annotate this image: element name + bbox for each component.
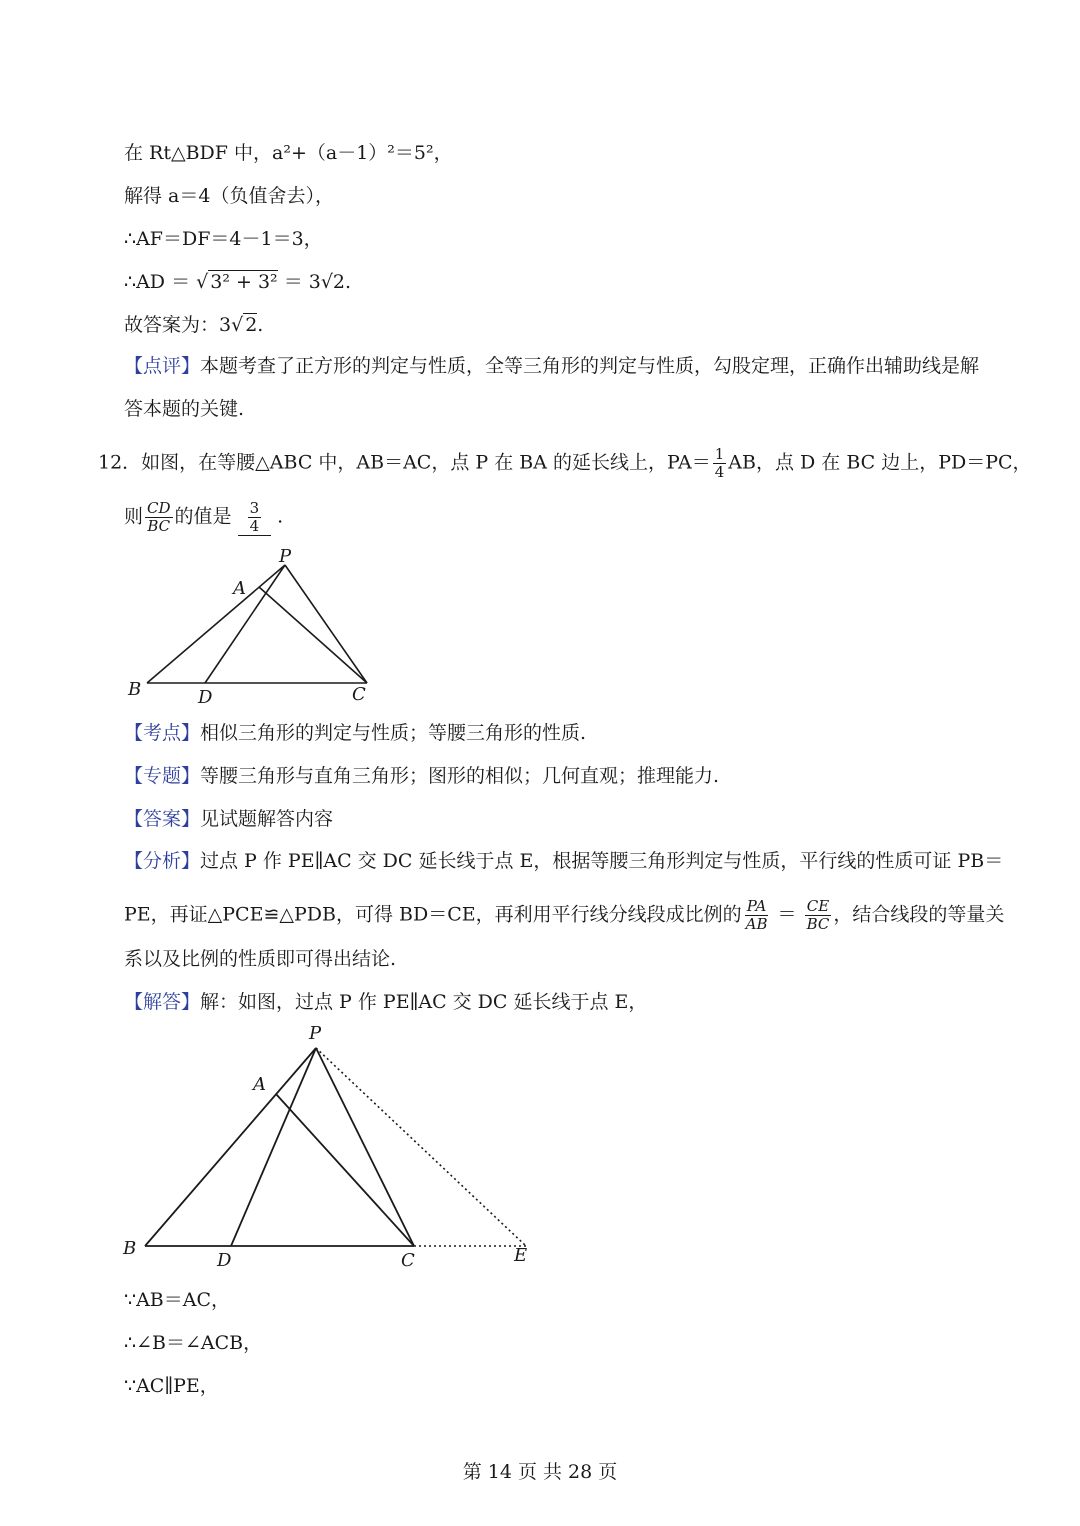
fig1-segment-pc (285, 565, 367, 683)
q12-answer-blank (238, 500, 272, 536)
q12-cd-bc-frac (145, 500, 173, 535)
line4-root: 3² + 3² (210, 271, 278, 293)
fig2-segment-pc (316, 1048, 414, 1246)
fenxi-frac1-num: PA (746, 897, 767, 915)
fig2-label-e: E (514, 1245, 528, 1266)
q12-line2-mid: 的值是 (174, 505, 238, 528)
answer-prefix: 故答案为：3 (124, 314, 232, 336)
q12-answer-frac (248, 500, 262, 535)
q12-line2-end: . (271, 505, 284, 528)
jieda-tag: 【解答】 (124, 991, 201, 1013)
fenxi-eq: ＝ (771, 903, 803, 926)
fenxi-frac2-den: BC (806, 915, 830, 933)
fig1-label-p: P (279, 546, 292, 567)
fenxi-frac-ce-bc (805, 898, 832, 933)
fenxi-line-2 (124, 898, 1004, 933)
review-line-2: 答本题的关键. (124, 398, 245, 420)
zhuanti-line (124, 763, 719, 789)
fig2-segment-pe (316, 1048, 526, 1246)
fig2-segment-ac (276, 1094, 414, 1246)
fenxi-line-1 (124, 848, 1003, 874)
step-2: ∴∠B＝∠ACB， (124, 1332, 263, 1354)
fig1-label-c: C (352, 684, 366, 705)
solution-line-1: 在 Rt△BDF 中，a²+（a－1）²＝5²， (124, 142, 453, 164)
review-tag: 【点评】 (124, 355, 201, 377)
fenxi-frac2-num: CE (806, 897, 830, 915)
solution-line-3: ∴AF＝DF＝4－1＝3， (124, 228, 323, 250)
kaodian-line (124, 720, 586, 746)
fig1-segment-bp (147, 565, 285, 683)
jieda-line (124, 989, 647, 1015)
review-line-1 (124, 353, 979, 379)
daan-tag: 【答案】 (124, 808, 201, 830)
fig1-label-a: A (233, 578, 246, 599)
fenxi-text-2a: PE，再证△PCE≌△PDB，可得 BD＝CE，再利用平行线分线段成比例的 (124, 903, 742, 926)
fenxi-frac-pa-ab (744, 898, 770, 933)
q12-answer-num: 3 (249, 499, 260, 517)
q12-part1: 12．如图，在等腰△ABC 中，AB＝AC，点 P 在 BA 的延长线上，PA＝ (98, 451, 711, 474)
line4-suffix: ＝ 3√2. (277, 271, 352, 293)
fig2-label-d: D (217, 1250, 232, 1270)
zhuanti-text: 等腰三角形与直角三角形；图形的相似；几何直观；推理能力. (200, 765, 720, 787)
jieda-text: 解：如图，过点 P 作 PE∥AC 交 DC 延长线于点 E， (200, 991, 648, 1013)
fig2-segment-bp (145, 1048, 316, 1246)
fig2-label-a: A (253, 1074, 266, 1095)
review-text-1: 本题考查了正方形的判定与性质，全等三角形的判定与性质，勾股定理，正确作出辅助线是解 (200, 355, 980, 377)
fig1-label-d: D (198, 687, 213, 708)
q12-frac (713, 446, 727, 481)
fenxi-text-1: 过点 P 作 PE∥AC 交 DC 延长线于点 E，根据等腰三角形判定与性质，平行线的性质可证 PB＝ (200, 850, 1004, 872)
step-3: ∵AC∥PE， (124, 1375, 219, 1397)
answer-suffix: . (257, 314, 264, 336)
kaodian-tag: 【考点】 (124, 722, 201, 744)
question-12-line-1 (98, 446, 1032, 481)
q12-frac-den: 4 (714, 463, 725, 481)
fenxi-frac1-den: AB (745, 915, 768, 933)
line4-prefix: ∴AD ＝ (124, 271, 197, 293)
q12-frac-num: 1 (714, 445, 725, 463)
daan-text: 见试题解答内容 (200, 808, 334, 830)
fig1-segment-ac (259, 587, 367, 683)
fig2-label-b: B (123, 1238, 137, 1259)
fenxi-text-2b: ，结合线段的等量关 (833, 903, 1005, 926)
fig2-label-c: C (401, 1250, 415, 1270)
daan-line (124, 806, 333, 832)
step-1: ∵AB＝AC， (124, 1289, 231, 1311)
answer-root: 2 (245, 314, 258, 336)
fig2-label-p: P (309, 1023, 322, 1044)
zhuanti-tag: 【专题】 (124, 765, 201, 787)
page-footer: 第 14 页 共 28 页 (462, 1461, 618, 1483)
fenxi-tag: 【分析】 (124, 850, 201, 872)
fenxi-line-3: 系以及比例的性质即可得出结论. (124, 948, 397, 970)
q12-part2: AB，点 D 在 BC 边上，PD＝PC， (728, 451, 1032, 474)
answer-line: 故答案为：3√ 2. (124, 314, 264, 336)
q12-cd: CD (147, 499, 171, 517)
q12-line2-prefix: 则 (124, 505, 144, 528)
figure-2 (118, 1020, 538, 1270)
kaodian-text: 相似三角形的判定与性质；等腰三角形的性质. (200, 722, 587, 744)
solution-line-2: 解得 a＝4（负值舍去）， (124, 185, 334, 207)
question-12-line-2 (124, 500, 283, 536)
q12-bc: BC (147, 517, 171, 535)
fig1-label-b: B (128, 679, 142, 700)
fig2-segment-pd (231, 1048, 316, 1246)
q12-answer-den: 4 (249, 517, 260, 535)
solution-line-4: ∴AD ＝ √ 3² + 3² ＝ 3√2. (124, 271, 352, 293)
figure-1 (120, 545, 380, 710)
